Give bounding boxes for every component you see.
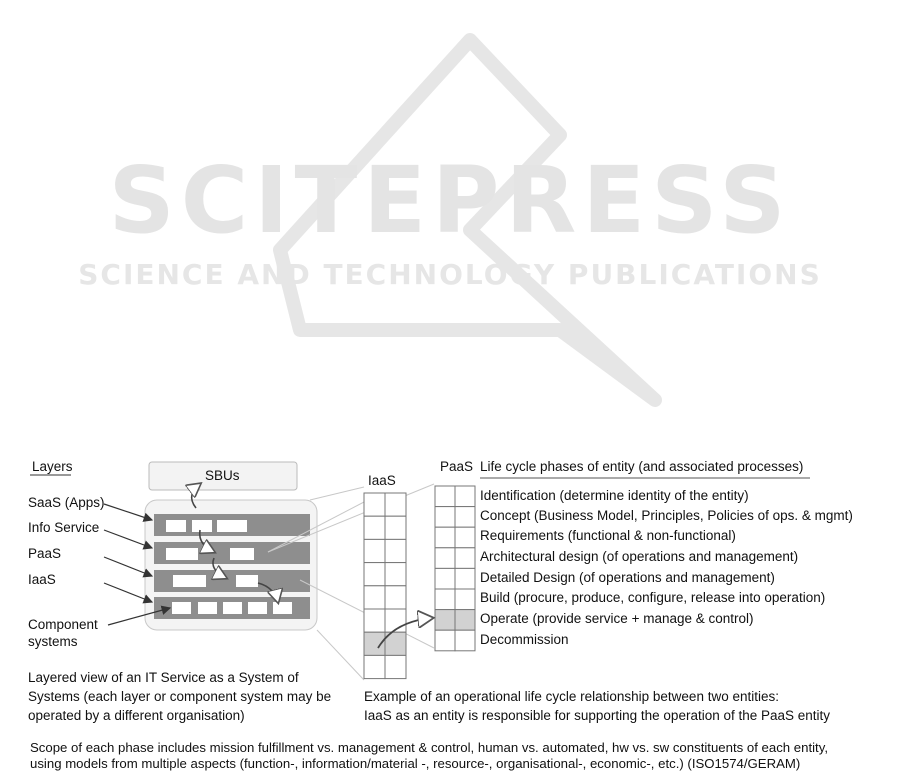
paas-column-label: PaaS — [440, 459, 474, 474]
phase-detailed-design: Detailed Design (of operations and management) — [480, 570, 775, 585]
component-box — [236, 575, 258, 587]
iaas-lifecycle-grid — [364, 493, 406, 679]
phase-concept: Concept (Business Model, Principles, Policies of ops. & mgmt) — [480, 508, 853, 523]
phase-operate: Operate (provide service + manage & control) — [480, 611, 754, 626]
phase-identification: Identification (determine identity of the entity) — [480, 488, 749, 503]
lifecycle-cell — [455, 589, 475, 610]
component-box — [230, 548, 254, 560]
lifecycle-heading: Life cycle phases of entity (and associated processes) — [480, 459, 804, 474]
layer-label-info-service: Info Service — [28, 520, 100, 535]
lifecycle-cell — [435, 527, 455, 548]
paas-lifecycle-grid — [435, 486, 475, 651]
lifecycle-cell — [385, 586, 406, 609]
component-box — [166, 520, 186, 532]
lifecycle-cell — [455, 486, 475, 507]
lifecycle-cell — [455, 527, 475, 548]
iaas-column-label: IaaS — [368, 473, 396, 488]
lifecycle-cell — [364, 586, 385, 609]
projection-line — [310, 487, 364, 500]
left-caption-line2: Systems (each layer or component system may be — [28, 689, 332, 704]
lifecycle-cell — [435, 486, 455, 507]
footer-line1: Scope of each phase includes mission fulfillment vs. management & control, human vs. automated, hw vs. sw constituents of each entity, — [30, 740, 829, 755]
layer-label-paas: PaaS — [28, 546, 62, 561]
lifecycle-cell — [455, 507, 475, 528]
sbus-label: SBUs — [205, 468, 240, 483]
lifecycle-cell — [455, 548, 475, 569]
right-caption-line2: IaaS as an entity is responsible for supporting the operation of the PaaS entity — [364, 708, 831, 723]
lifecycle-cell — [385, 516, 406, 539]
phase-requirements: Requirements (functional & non-functional) — [480, 528, 736, 543]
component-box — [248, 602, 267, 614]
right-caption-line1: Example of an operational life cycle relationship between two entities: — [364, 689, 779, 704]
component-label-line1: Component — [28, 617, 98, 632]
lifecycle-cell — [455, 630, 475, 651]
lifecycle-cell — [364, 516, 385, 539]
left-caption-line1: Layered view of an IT Service as a System of — [28, 670, 299, 685]
component-box — [173, 575, 206, 587]
layers-heading: Layers — [32, 459, 73, 474]
watermark-subtitle: SCIENCE AND TECHNOLOGY PUBLICATIONS — [78, 258, 822, 291]
lifecycle-cell — [435, 610, 455, 631]
component-box — [273, 602, 292, 614]
lifecycle-cell — [364, 655, 385, 678]
component-box — [198, 602, 217, 614]
lifecycle-cell — [435, 568, 455, 589]
component-box — [217, 520, 247, 532]
component-box — [172, 602, 191, 614]
phase-build: Build (procure, produce, configure, release into operation) — [480, 590, 826, 605]
lifecycle-cell — [364, 539, 385, 562]
phase-decommission: Decommission — [480, 632, 569, 647]
lifecycle-cell — [364, 563, 385, 586]
lifecycle-cell — [385, 655, 406, 678]
footer-line2: using models from multiple aspects (function-, information/material -, resource-, organisational-, economic-, etc.) (ISO1574/GERAM) — [30, 756, 801, 771]
lifecycle-cell — [385, 539, 406, 562]
lifecycle-cell — [385, 563, 406, 586]
lifecycle-cell — [435, 630, 455, 651]
lifecycle-cell — [364, 493, 385, 516]
lifecycle-cell — [435, 589, 455, 610]
component-label-line2: systems — [28, 634, 78, 649]
left-caption-line3: operated by a different organisation) — [28, 708, 245, 723]
component-box — [223, 602, 242, 614]
lifecycle-cell — [455, 568, 475, 589]
lifecycle-cell — [435, 507, 455, 528]
lifecycle-cell — [364, 609, 385, 632]
layer-label-iaas: IaaS — [28, 572, 56, 587]
component-box — [166, 548, 198, 560]
layer-label-saas: SaaS (Apps) — [28, 495, 105, 510]
lifecycle-cell — [385, 493, 406, 516]
lifecycle-cell — [435, 548, 455, 569]
component-box — [192, 520, 212, 532]
lifecycle-cell — [455, 610, 475, 631]
watermark-title: SCITEPRESS — [108, 147, 792, 254]
phase-architectural-design: Architectural design (of operations and management) — [480, 549, 799, 564]
projection-line — [317, 630, 364, 680]
